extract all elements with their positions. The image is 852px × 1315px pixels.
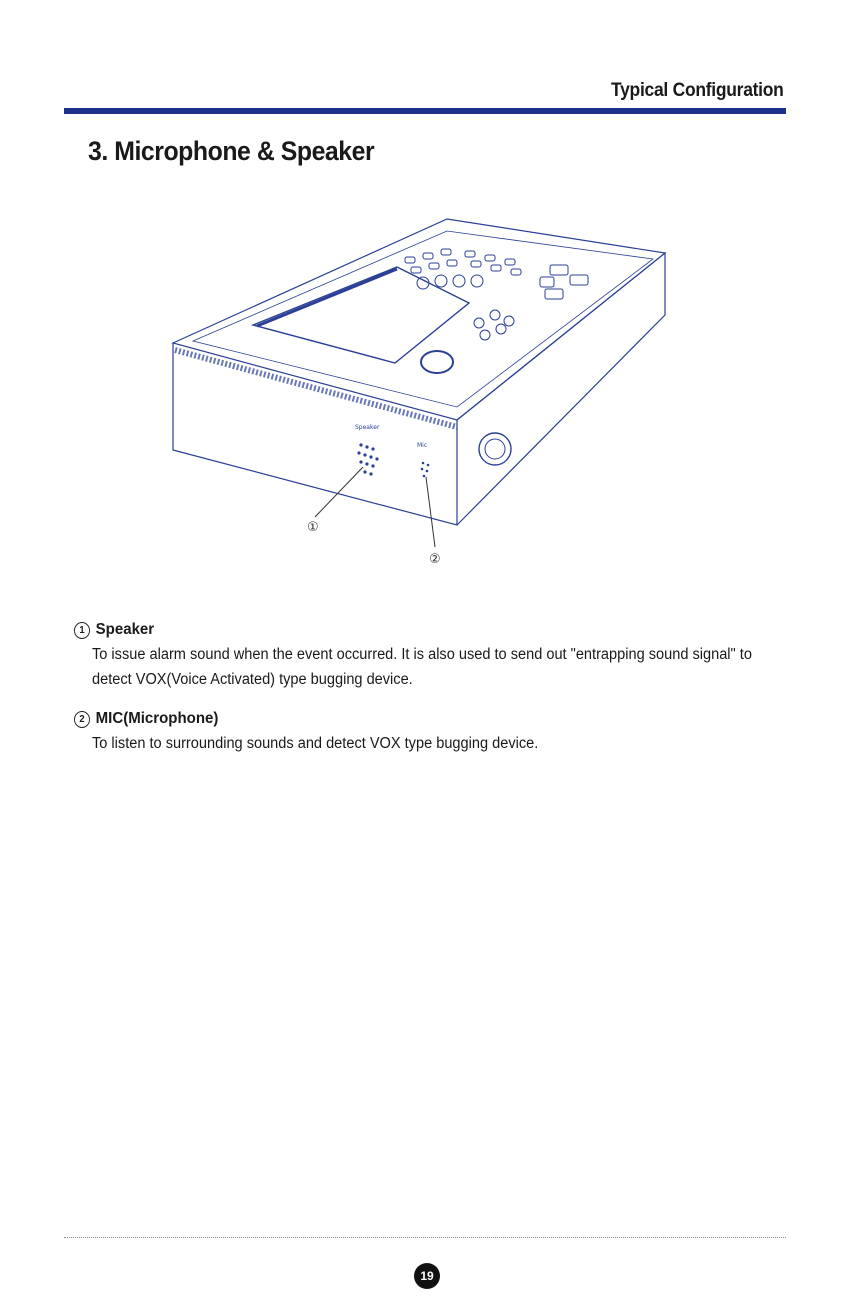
item-title: MIC(Microphone) bbox=[95, 710, 219, 727]
callout-line-2 bbox=[426, 477, 435, 547]
item-description: To issue alarm sound when the event occurred. It is also used to send out "entrapping sound signal" to detect VOX(Voice Activated) type bugging device. bbox=[92, 646, 752, 688]
item-speaker bbox=[74, 621, 794, 692]
brand-logo bbox=[479, 433, 511, 465]
item-number: 1 bbox=[74, 622, 90, 639]
device-right-face bbox=[457, 253, 665, 525]
speaker-grille bbox=[357, 443, 378, 475]
header-rule bbox=[64, 108, 786, 114]
device-front-face bbox=[173, 343, 457, 525]
callout-2: ② bbox=[429, 552, 441, 567]
mic-label: Mic bbox=[417, 442, 428, 449]
footer-rule bbox=[64, 1237, 786, 1238]
mic-grille bbox=[421, 462, 430, 478]
speaker-label: Speaker bbox=[355, 424, 380, 431]
callout-1: ① bbox=[307, 520, 319, 535]
item-description: To listen to surrounding sounds and detect VOX type bugging device. bbox=[92, 735, 539, 752]
section-title: 3. Microphone & Speaker bbox=[88, 136, 375, 166]
keypad bbox=[405, 249, 588, 373]
item-mic bbox=[74, 710, 794, 756]
item-number: 2 bbox=[74, 711, 90, 728]
device-illustration bbox=[165, 205, 685, 580]
page-number: 19 bbox=[414, 1263, 440, 1289]
item-title: Speaker bbox=[95, 621, 155, 638]
header-title: Typical Configuration bbox=[611, 80, 784, 101]
callout-line-1 bbox=[315, 467, 363, 517]
